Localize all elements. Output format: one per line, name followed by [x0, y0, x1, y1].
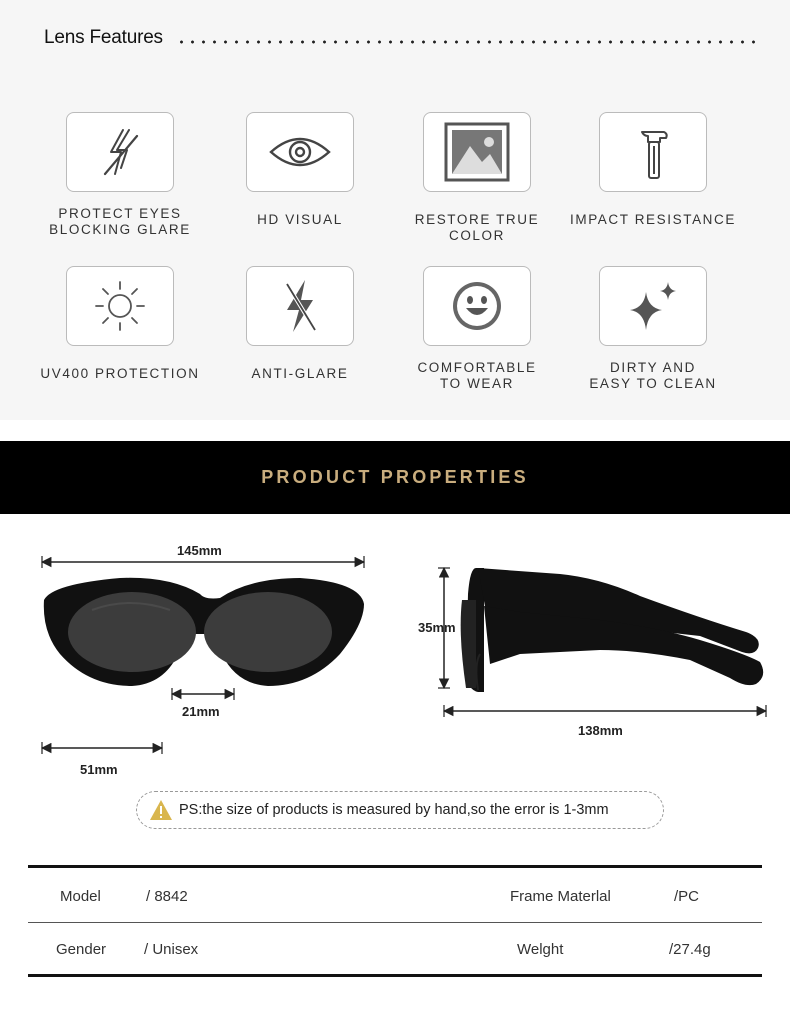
lightning-icon: [246, 266, 354, 346]
feature-label: UV400 PROTECTION: [40, 366, 200, 381]
feature-label: IMPACT RESISTANCE: [570, 212, 736, 227]
feature-label: DIRTY AND EASY TO CLEAN: [589, 360, 717, 391]
feature-label: ANTI-GLARE: [251, 366, 349, 381]
spec-value: /PC: [674, 888, 700, 905]
feature-label: RESTORE TRUE COLOR: [414, 212, 540, 243]
feature-impact-resistance: [563, 112, 743, 228]
height-label: 35mm: [418, 620, 456, 635]
feature-protect-eyes: [30, 112, 210, 238]
table-top-border: [28, 865, 762, 868]
spec-label: Welght: [517, 941, 564, 958]
banner-title: PRODUCT PROPERTIES: [261, 467, 529, 487]
feature-uv400: [30, 266, 210, 382]
front-view-glasses: [44, 578, 364, 686]
lens-width-label: 51mm: [80, 762, 118, 777]
spec-table: [28, 865, 762, 977]
spec-label: Model: [60, 888, 101, 905]
feature-easy-clean: [563, 266, 743, 392]
dotted-divider: [176, 40, 756, 44]
section-title: Lens Features: [44, 27, 163, 48]
product-properties-banner: [0, 441, 790, 514]
feature-comfortable: [387, 266, 567, 392]
measurement-note: [136, 791, 664, 829]
feature-anti-glare: [210, 266, 390, 382]
spec-value: / Unisex: [144, 941, 199, 958]
smiley-icon: [423, 266, 531, 346]
temple-length-label: 138mm: [578, 723, 623, 738]
glare-block-icon: [66, 112, 174, 192]
glasses-diagram: [0, 514, 790, 814]
image-icon: [423, 112, 531, 192]
spec-value: / 8842: [146, 888, 188, 905]
spec-label: Frame Materlal: [510, 888, 611, 905]
spec-label: Gender: [56, 941, 107, 958]
warning-icon: [149, 799, 173, 821]
feature-label: HD VISUAL: [257, 212, 343, 227]
bridge-label: 21mm: [182, 704, 220, 719]
side-view-glasses: [461, 568, 764, 692]
spec-value: /27.4g: [669, 941, 711, 958]
sun-icon: [66, 266, 174, 346]
table-row: [28, 923, 762, 975]
table-row: [28, 870, 762, 922]
feature-label: COMFORTABLE TO WEAR: [417, 360, 537, 391]
lens-features-section: [0, 0, 790, 420]
note-text: PS:the size of products is measured by hand,so the error is 1-3mm: [179, 802, 609, 818]
width-label: 145mm: [177, 543, 222, 558]
feature-true-color: [387, 112, 567, 244]
feature-hd-visual: [210, 112, 390, 228]
eye-icon: [246, 112, 354, 192]
feature-label: PROTECT EYES BLOCKING GLARE: [49, 206, 191, 237]
hammer-icon: [599, 112, 707, 192]
sparkle-icon: [599, 266, 707, 346]
table-bottom-border: [28, 974, 762, 977]
